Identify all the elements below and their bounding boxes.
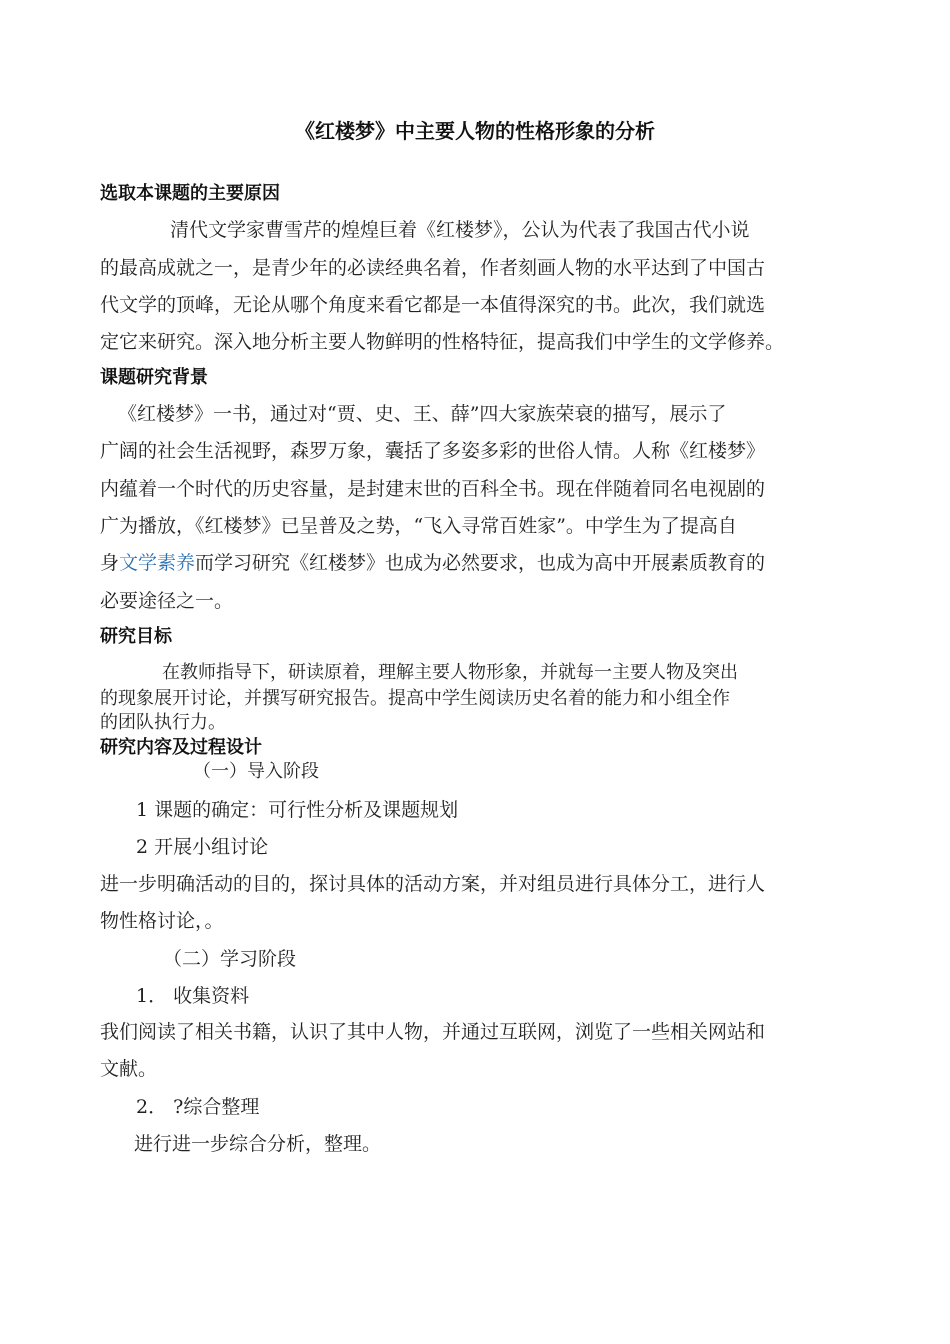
section-heading-process: 研究内容及过程设计: [100, 737, 262, 758]
document-title: 《红楼梦》中主要人物的性格形象的分析: [295, 119, 655, 143]
paragraph-line: 必要途径之一。: [100, 590, 234, 612]
paragraph-line: 物性格讨论，。: [100, 910, 224, 932]
list-item: 1 课题的确定：可行性分析及课题规划: [136, 799, 459, 821]
text-run: 身: [100, 552, 120, 574]
paragraph-line: 我们阅读了相关书籍，认识了其中人物，并通过互联网，浏览了一些相关网站和: [100, 1021, 766, 1043]
paragraph-line: 定它来研究。深入地分析主要人物鲜明的性格特征，提高我们中学生的文学修养。: [100, 331, 785, 353]
section-heading-background: 课题研究背景: [100, 367, 208, 388]
list-item: 1． 收集资料: [136, 985, 250, 1007]
paragraph-line: 进行进一步综合分析，整理。: [134, 1133, 382, 1155]
literary-literacy-link[interactable]: 文学素养: [119, 552, 196, 574]
paragraph-line: 的团队执行力。: [100, 712, 226, 733]
paragraph-line: 广为播放，《红楼梦》已呈普及之势，“飞入寻常百姓家”。中学生为了提高自: [100, 515, 737, 537]
paragraph-line: 文献。: [100, 1058, 158, 1080]
paragraph-line: 《红楼梦》一书，通过对“贾、史、王、薛”四大家族荣衰的描写，展示了: [118, 403, 727, 425]
section-heading-goal: 研究目标: [100, 626, 172, 647]
section-heading-reason: 选取本课题的主要原因: [100, 183, 280, 204]
paragraph-line: 的最高成就之一，是青少年的必读经典名着，作者刻画人物的水平达到了中国古: [100, 257, 766, 279]
paragraph-line: 的现象展开讨论，并撰写研究报告。提高中学生阅读历史名着的能力和小组全作: [100, 688, 730, 709]
paragraph-line: 清代文学家曹雪芹的煌煌巨着《红楼梦》，公认为代表了我国古代小说: [170, 219, 750, 241]
stage-heading: （二）学习阶段: [163, 948, 297, 970]
text-run: 而学习研究《红楼梦》也成为必然要求，也成为高中开展素质教育的: [195, 552, 766, 574]
paragraph-line: 代文学的顶峰，无论从哪个角度来看它都是一本值得深究的书。此次，我们就选: [100, 294, 766, 316]
paragraph-line: 内蕴着一个时代的历史容量，是封建末世的百科全书。现在伴随着同名电视剧的: [100, 478, 766, 500]
paragraph-line: 广阔的社会生活视野，森罗万象，囊括了多姿多彩的世俗人情。人称《红楼梦》: [100, 440, 766, 462]
paragraph-line: [100, 550, 765, 576]
stage-heading: （一）导入阶段: [193, 761, 319, 782]
list-item: 2 开展小组讨论: [136, 836, 269, 858]
paragraph-line: 在教师指导下，研读原着，理解主要人物形象，并就每一主要人物及突出: [162, 662, 738, 683]
paragraph-line: 进一步明确活动的目的，探讨具体的活动方案，并对组员进行具体分工，进行人: [100, 873, 766, 895]
list-item: 2． ?综合整理: [136, 1096, 260, 1118]
